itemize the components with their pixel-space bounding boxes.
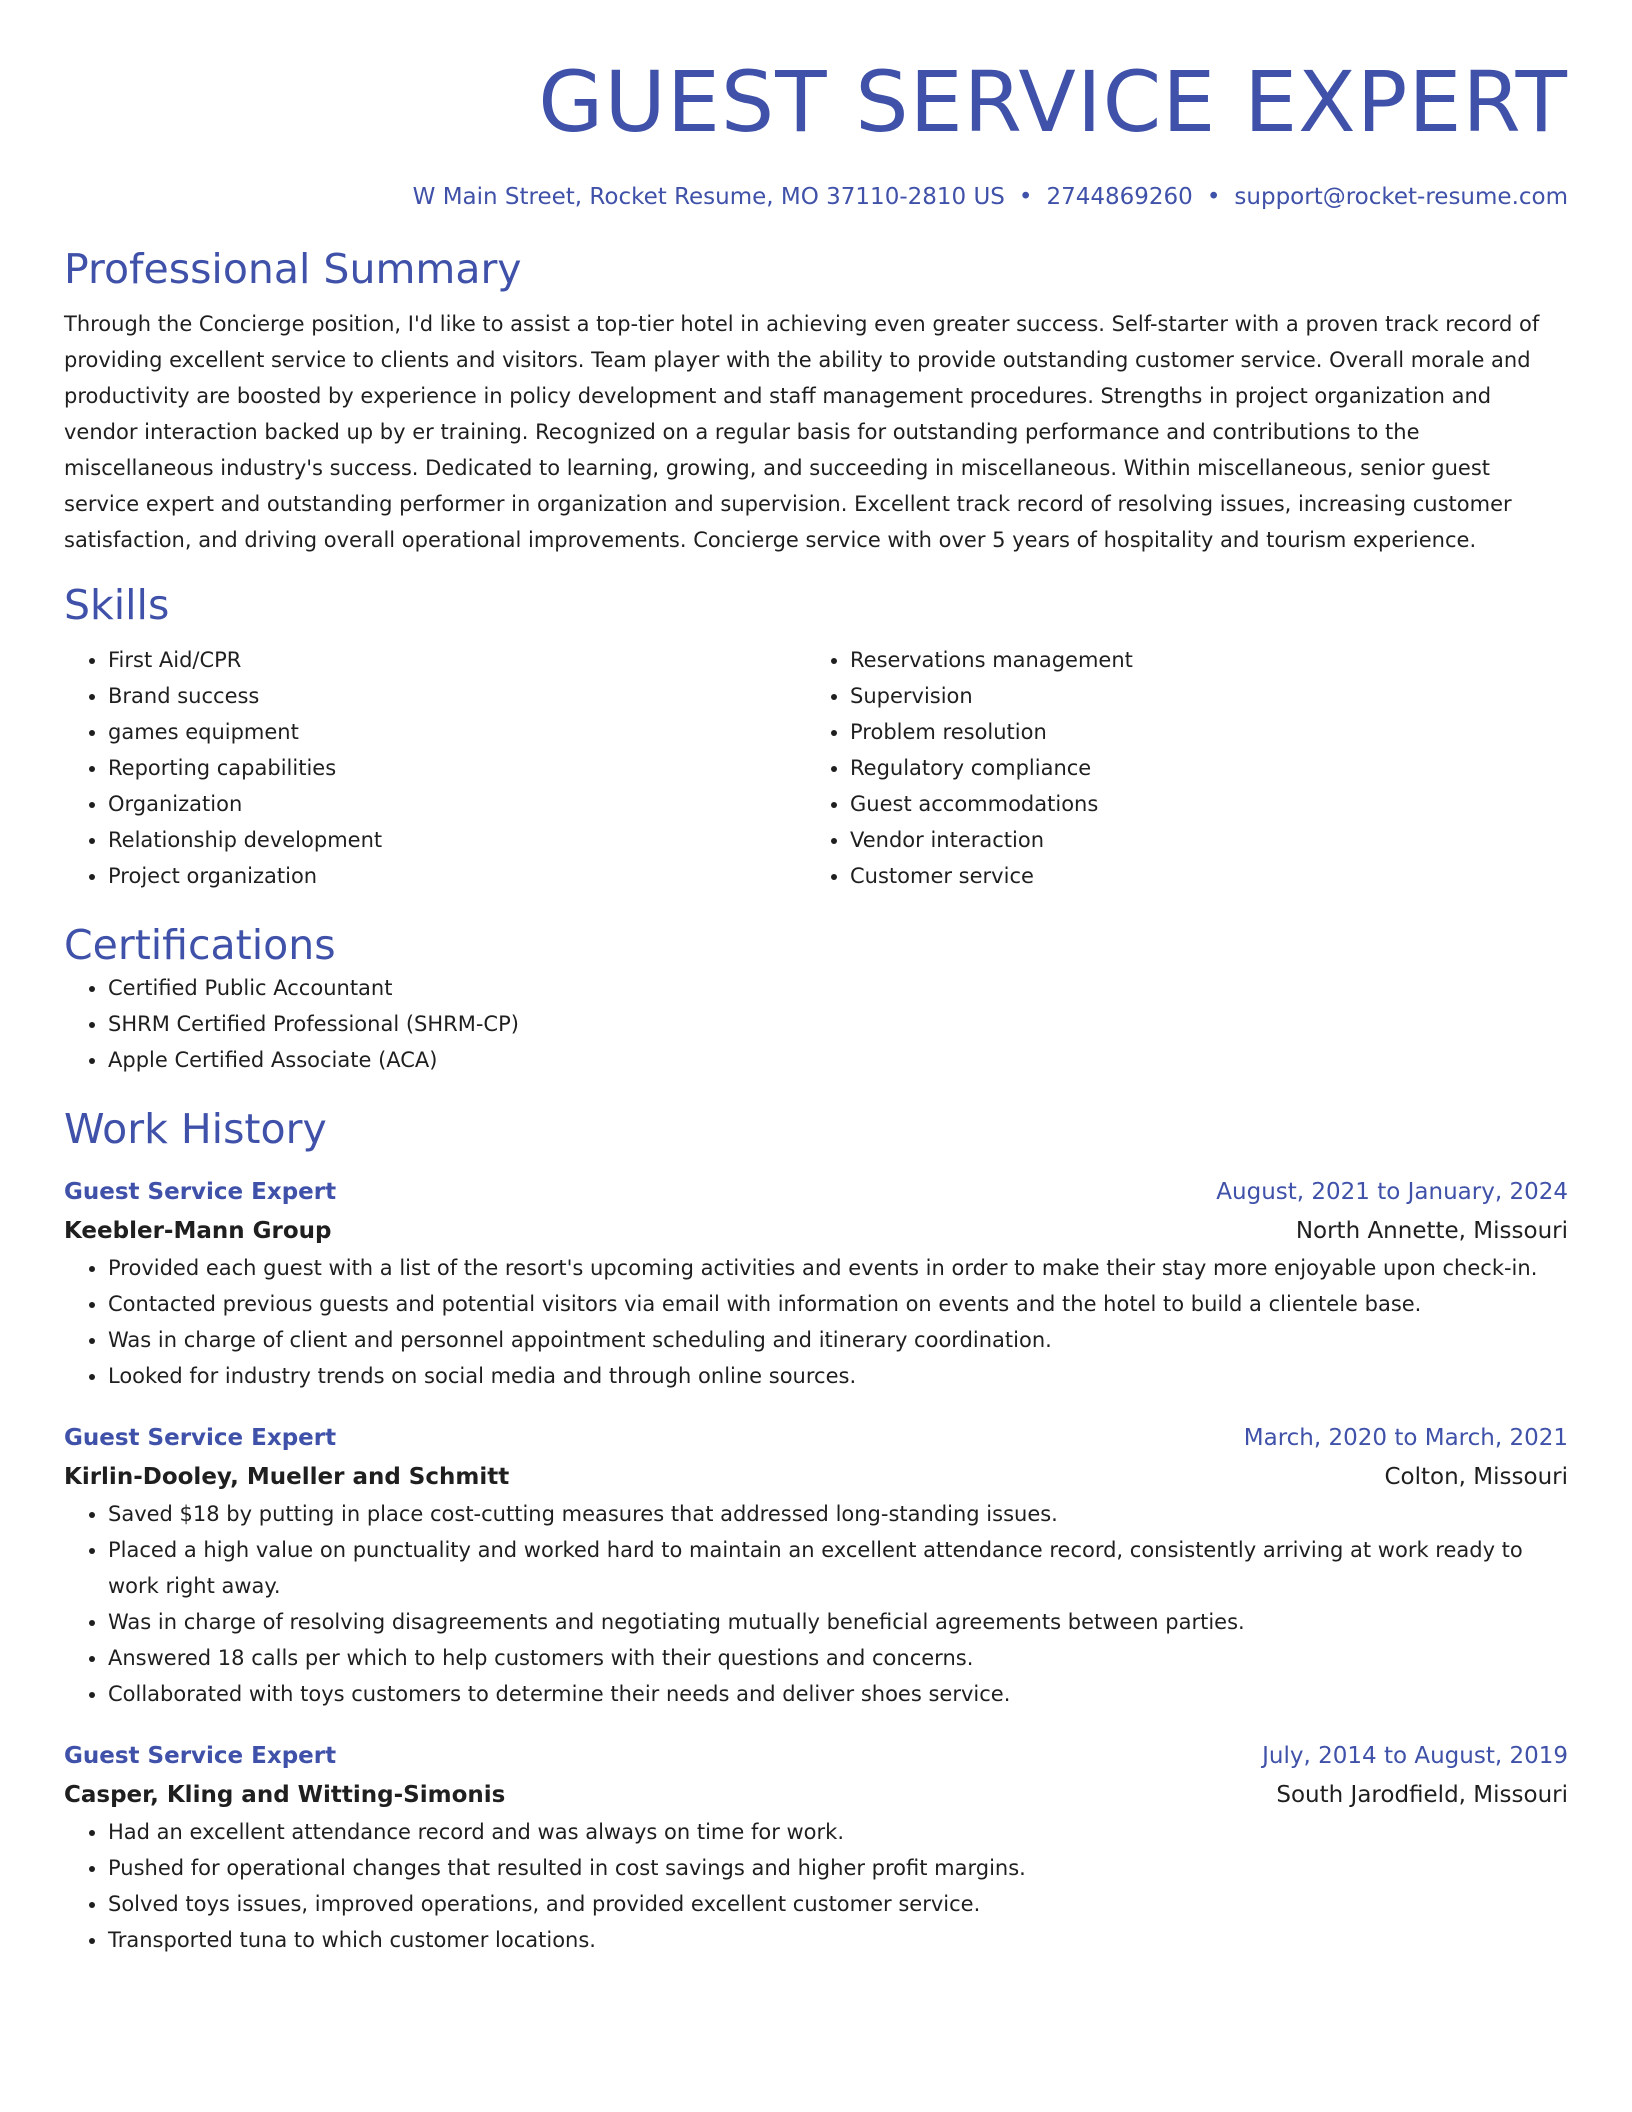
job-title-row <box>64 1418 1568 1458</box>
summary-text: Through the Concierge position, I'd like to assist a top-tier hotel in achieving even greater success. Self-starter with a proven track record of providing excellent service to clients and visitors. Team player with the ability to provide outstanding customer service. Overall morale and productivity are boosted by experience in policy development and staff management procedures. Strengths in project organization and vendor interaction backed up by er training. Recognized on a regular basis for outstanding performance and contributions to the miscellaneous industry's success. Dedicated to learning, growing, and succeeding in miscellaneous. Within miscellaneous, senior guest service expert and outstanding performer in organization and supervision. Excellent track record of resolving issues, increasing customer satisfaction, and driving overall operational improvements. Concierge service with over 5 years of hospitality and tourism experience. <box>64 312 1540 552</box>
job-bullet: • Placed a high value on punctuality and worked hard to maintain an excellent attendance record, consistently arriving at work ready to work right away. <box>108 1532 1568 1604</box>
certification-item: • Certified Public Accountant <box>108 970 1568 1006</box>
job-company: Keebler-Mann Group <box>64 1218 332 1244</box>
job-bullet: • Pushed for operational changes that resulted in cost savings and higher profit margins. <box>108 1850 1568 1886</box>
skills-column-left <box>64 642 806 894</box>
job-dates: July, 2014 to August, 2019 <box>1262 1743 1568 1769</box>
job-location: North Annette, Missouri <box>1295 1218 1568 1244</box>
job-title: Guest Service Expert <box>64 1743 337 1769</box>
skill-item: • Supervision <box>850 678 1548 714</box>
skill-item: • Regulatory compliance <box>850 750 1548 786</box>
skills-column-right <box>806 642 1548 894</box>
certifications-heading: Certifications <box>64 921 336 969</box>
job-bullet: • Collaborated with toys customers to determine their needs and deliver shoes service. <box>108 1676 1568 1712</box>
job-bullet: • Saved $18 by putting in place cost-cutting measures that addressed long-standing issues. <box>108 1496 1568 1532</box>
work-history-heading: Work History <box>64 1105 327 1153</box>
job-entry <box>64 1172 1568 1394</box>
job-bullet: • Had an excellent attendance record and was always on time for work. <box>108 1814 1568 1850</box>
skill-item: • Brand success <box>108 678 806 714</box>
contact-line <box>64 182 1568 212</box>
skill-item: • Project organization <box>108 858 806 894</box>
job-bullet: • Contacted previous guests and potential visitors via email with information on events and the hotel to build a clientele base. <box>108 1286 1568 1322</box>
job-bullet: • Answered 18 calls per which to help customers with their questions and concerns. <box>108 1640 1568 1676</box>
skills-list-left <box>64 642 806 894</box>
job-title-row <box>64 1172 1568 1212</box>
job-bullet-list <box>64 1250 1568 1394</box>
certifications-list <box>64 970 1568 1078</box>
certification-item: • Apple Certified Associate (ACA) <box>108 1042 1568 1078</box>
job-title: Guest Service Expert <box>64 1179 337 1205</box>
skill-item: • Customer service <box>850 858 1548 894</box>
skills-heading: Skills <box>64 581 170 629</box>
contact-separator: • <box>1018 184 1033 210</box>
skill-item: • games equipment <box>108 714 806 750</box>
job-company: Kirlin-Dooley, Mueller and Schmitt <box>64 1464 510 1490</box>
job-company-row <box>64 1458 1568 1496</box>
skill-item: • First Aid/CPR <box>108 642 806 678</box>
job-bullet: • Was in charge of client and personnel appointment scheduling and itinerary coordination. <box>108 1322 1568 1358</box>
contact-phone: 2744869260 <box>1046 184 1193 210</box>
skills-grid <box>64 642 1568 894</box>
job-company-row <box>64 1212 1568 1250</box>
job-bullet: • Looked for industry trends on social media and through online sources. <box>108 1358 1568 1394</box>
contact-address: W Main Street, Rocket Resume, MO 37110-2810 US <box>412 184 1005 210</box>
job-company: Casper, Kling and Witting-Simonis <box>64 1782 506 1808</box>
job-bullet-list <box>64 1496 1568 1712</box>
skill-item: • Organization <box>108 786 806 822</box>
skill-item: • Guest accommodations <box>850 786 1548 822</box>
skill-item: • Problem resolution <box>850 714 1548 750</box>
skill-item: • Reservations management <box>850 642 1548 678</box>
contact-separator: • <box>1206 184 1221 210</box>
job-entry <box>64 1418 1568 1712</box>
job-bullet: • Solved toys issues, improved operations, and provided excellent customer service. <box>108 1886 1568 1922</box>
resume-name: GUEST SERVICE EXPERT <box>538 53 1568 151</box>
job-dates: March, 2020 to March, 2021 <box>1243 1425 1568 1451</box>
job-title: Guest Service Expert <box>64 1425 337 1451</box>
contact-email: support@rocket-resume.com <box>1234 184 1568 210</box>
job-entry <box>64 1736 1568 1958</box>
skill-item: • Vendor interaction <box>850 822 1548 858</box>
skill-item: • Reporting capabilities <box>108 750 806 786</box>
skills-list-right <box>806 642 1548 894</box>
job-bullet: • Was in charge of resolving disagreements and negotiating mutually beneficial agreements between parties. <box>108 1604 1568 1640</box>
job-bullet: • Transported tuna to which customer locations. <box>108 1922 1568 1958</box>
certification-item: • SHRM Certified Professional (SHRM-CP) <box>108 1006 1568 1042</box>
job-company-row <box>64 1776 1568 1814</box>
job-dates: August, 2021 to January, 2024 <box>1216 1179 1568 1205</box>
job-location: South Jarodfield, Missouri <box>1276 1782 1568 1808</box>
skill-item: • Relationship development <box>108 822 806 858</box>
job-bullet: • Provided each guest with a list of the resort's upcoming activities and events in order to make their stay more enjoyable upon check-in. <box>108 1250 1568 1286</box>
job-bullet-list <box>64 1814 1568 1958</box>
job-title-row <box>64 1736 1568 1776</box>
summary-heading: Professional Summary <box>64 245 522 293</box>
job-location: Colton, Missouri <box>1384 1464 1568 1490</box>
